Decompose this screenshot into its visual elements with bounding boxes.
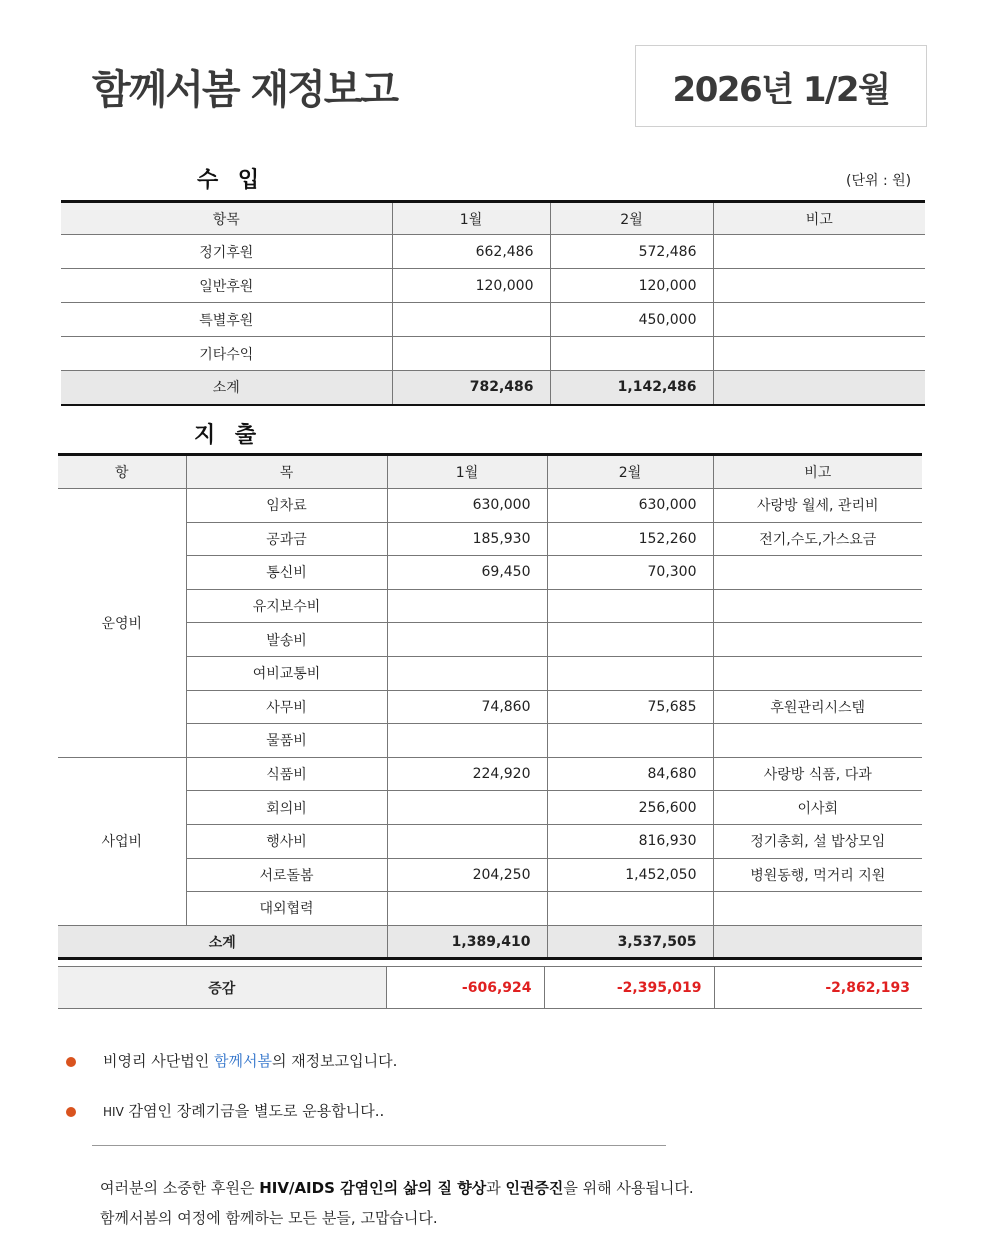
expense-header-row [58,455,922,489]
closing-emphasis: HIV/AIDS 감염인의 삶의 질 향상 [259,1179,487,1197]
bullet-dot-icon [66,1057,76,1067]
expense-jan: 630,000 [387,489,547,523]
expense-feb [547,724,713,758]
table-row [58,757,922,791]
expense-jan [387,892,547,926]
table-row [58,489,922,523]
expense-item: 공과금 [186,522,387,556]
income-feb: 120,000 [550,269,713,303]
expense-group-operating: 운영비 [58,489,186,758]
expense-feb [547,623,713,657]
expense-jan: 204,250 [387,858,547,892]
income-note [713,303,925,337]
table-row [58,556,922,590]
income-item: 기타수익 [61,337,392,371]
change-total: -2,862,193 [714,967,922,1009]
org-name-link[interactable]: 함께서봄 [213,1052,272,1070]
change-label: 증감 [58,967,386,1009]
change-row [58,967,922,1009]
expense-note [713,556,922,590]
note-text: 의 재정보고입니다. [271,1052,398,1070]
income-feb [550,337,713,371]
table-row [61,235,925,269]
expense-jan: 224,920 [387,757,547,791]
income-subtotal-note [713,371,925,405]
expense-feb [547,892,713,926]
income-note [713,337,925,371]
table-row [58,656,922,690]
income-feb: 572,486 [550,235,713,269]
expense-feb: 630,000 [547,489,713,523]
table-row [58,522,922,556]
unit-note: (단위 : 원) [846,173,912,189]
expense-jan [387,824,547,858]
expense-jan [387,623,547,657]
expense-item: 행사비 [186,824,387,858]
expense-col-item: 목 [186,455,387,489]
income-jan: 120,000 [392,269,550,303]
expense-note [713,892,922,926]
note-text: 감염인 장례기금을 별도로 운용합니다.. [123,1102,385,1120]
expense-item: 대외협력 [186,892,387,926]
expense-note: 사랑방 식품, 다과 [713,757,922,791]
table-row [58,690,922,724]
expense-item: 서로돌봄 [186,858,387,892]
income-subtotal-label: 소계 [61,371,392,405]
income-subtotal-feb: 1,142,486 [550,371,713,405]
table-row [61,337,925,371]
income-feb: 450,000 [550,303,713,337]
expense-subtotal-feb: 3,537,505 [547,925,713,959]
table-row [61,303,925,337]
expense-feb [547,656,713,690]
page-title: 함께서봄 재정보고 [92,67,398,113]
expense-jan: 69,450 [387,556,547,590]
income-jan [392,303,550,337]
expense-col-group: 항 [58,455,186,489]
expense-jan [387,656,547,690]
income-note [713,269,925,303]
expense-subtotal-note [713,925,922,959]
income-jan [392,337,550,371]
closing-emphasis: 인권증진 [505,1179,564,1197]
expense-table [58,453,922,960]
income-col-feb: 2월 [550,202,713,235]
expense-feb [547,589,713,623]
expense-item: 회의비 [186,791,387,825]
expense-subtotal-label: 소계 [58,925,387,959]
expense-note [713,656,922,690]
table-row [58,824,922,858]
table-row [58,724,922,758]
report-period: 2026년 1/2월 [635,45,927,127]
table-row [58,791,922,825]
expense-item: 통신비 [186,556,387,590]
income-header-row [61,202,925,235]
expense-note: 정기총회, 설 밥상모임 [713,824,922,858]
income-item: 특별후원 [61,303,392,337]
income-section-title: 수 입 [197,168,266,193]
table-row [61,269,925,303]
expense-note: 후원관리시스템 [713,690,922,724]
expense-jan: 74,860 [387,690,547,724]
expense-subtotal-jan: 1,389,410 [387,925,547,959]
expense-feb: 816,930 [547,824,713,858]
note-text: HIV [103,1105,124,1119]
divider [92,1145,666,1146]
income-item: 정기후원 [61,235,392,269]
expense-jan [387,724,547,758]
closing-line-2: 함께서봄의 여정에 함께하는 모든 분들, 고맙습니다. [100,1209,438,1227]
expense-col-jan: 1월 [387,455,547,489]
expense-feb: 152,260 [547,522,713,556]
expense-item: 유지보수비 [186,589,387,623]
closing-text: 을 위해 사용됩니다. [563,1179,694,1197]
expense-group-program: 사업비 [58,757,186,925]
table-row [58,892,922,926]
expense-item: 여비교통비 [186,656,387,690]
note-item [66,1050,766,1071]
expense-item: 식품비 [186,757,387,791]
table-row [58,858,922,892]
expense-note: 사랑방 월세, 관리비 [713,489,922,523]
change-feb: -2,395,019 [544,967,714,1009]
closing-text: 과 [486,1179,506,1197]
expense-note: 전기,수도,가스요금 [713,522,922,556]
expense-item: 사무비 [186,690,387,724]
income-col-item: 항목 [61,202,392,235]
expense-note [713,724,922,758]
change-table [58,966,922,1009]
expense-item: 발송비 [186,623,387,657]
expense-feb: 70,300 [547,556,713,590]
income-jan: 662,486 [392,235,550,269]
note-text: 비영리 사단법인 [103,1052,214,1070]
expense-subtotal-row [58,925,922,959]
expense-jan: 185,930 [387,522,547,556]
income-col-jan: 1월 [392,202,550,235]
note-item [66,1100,766,1121]
expense-note: 병원동행, 먹거리 지원 [713,858,922,892]
expense-section-title: 지 출 [194,423,263,448]
income-subtotal-row [61,371,925,405]
expense-col-feb: 2월 [547,455,713,489]
table-row [58,623,922,657]
closing-line-1 [100,1173,694,1203]
income-col-note: 비고 [713,202,925,235]
change-jan: -606,924 [386,967,544,1009]
expense-note [713,589,922,623]
expense-col-note: 비고 [713,455,922,489]
expense-feb: 256,600 [547,791,713,825]
expense-feb: 75,685 [547,690,713,724]
expense-jan [387,791,547,825]
bullet-dot-icon [66,1107,76,1117]
closing-text: 여러분의 소중한 후원은 [100,1179,260,1197]
expense-note: 이사회 [713,791,922,825]
expense-feb: 1,452,050 [547,858,713,892]
expense-note [713,623,922,657]
income-table [61,200,925,406]
income-subtotal-jan: 782,486 [392,371,550,405]
closing-message [100,1173,694,1233]
income-note [713,235,925,269]
expense-feb: 84,680 [547,757,713,791]
expense-item: 임차료 [186,489,387,523]
income-item: 일반후원 [61,269,392,303]
expense-item: 물품비 [186,724,387,758]
table-row [58,589,922,623]
expense-jan [387,589,547,623]
